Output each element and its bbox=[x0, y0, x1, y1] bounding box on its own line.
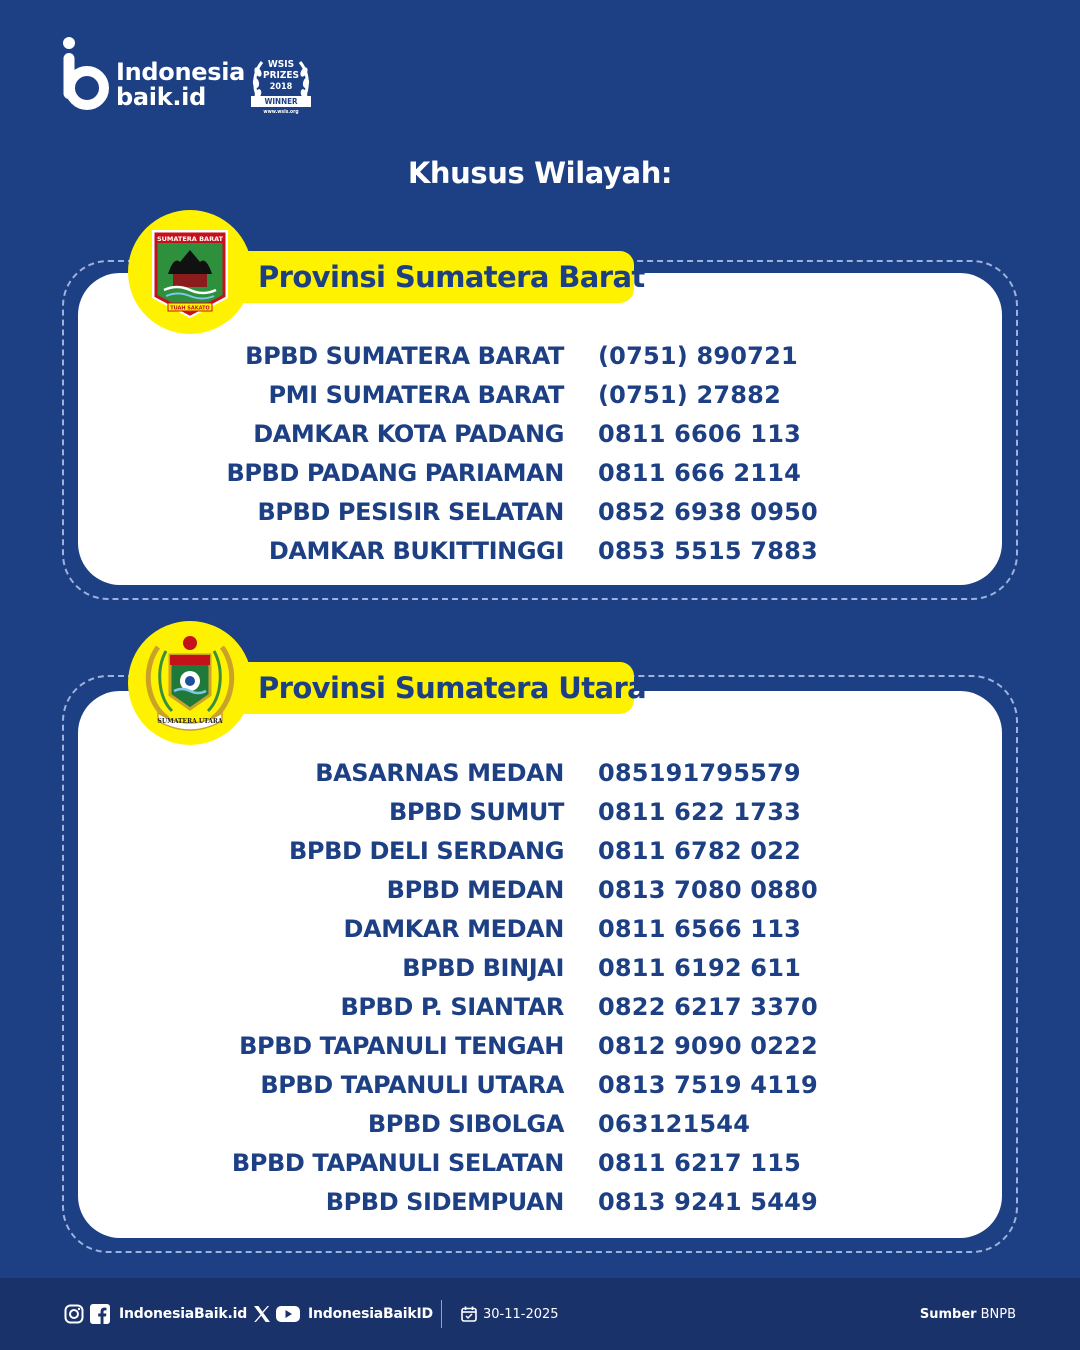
brand-name-line2: baik.id bbox=[116, 83, 206, 111]
contact-name: BASARNAS MEDAN bbox=[315, 759, 564, 787]
contact-phone[interactable]: 0811 6566 113 bbox=[598, 915, 802, 943]
emblem-1-bottom-text: TUAH SAKATO bbox=[170, 305, 210, 312]
sumatera-utara-emblem-icon bbox=[128, 621, 252, 745]
contact-name: PMI SUMATERA BARAT bbox=[268, 381, 564, 409]
footer-source bbox=[920, 1278, 1016, 1350]
contact-name: BPBD PADANG PARIAMAN bbox=[226, 459, 564, 487]
contact-name: BPBD TAPANULI TENGAH bbox=[239, 1032, 564, 1060]
contact-row bbox=[0, 832, 1080, 871]
contact-row bbox=[0, 1144, 1080, 1183]
footer-date-block bbox=[461, 1278, 559, 1350]
section-2-emblem-badge bbox=[128, 621, 252, 745]
contact-phone[interactable]: 0813 9241 5449 bbox=[598, 1188, 818, 1216]
youtube-icon[interactable] bbox=[276, 1305, 300, 1323]
contact-phone[interactable]: 0811 622 1733 bbox=[598, 798, 802, 826]
contact-name: BPBD DELI SERDANG bbox=[289, 837, 564, 865]
award-line1: WSIS bbox=[267, 59, 295, 70]
contact-phone[interactable]: 0811 666 2114 bbox=[598, 459, 802, 487]
contact-name: BPBD TAPANULI UTARA bbox=[260, 1071, 564, 1099]
contact-name: BPBD P. SIANTAR bbox=[340, 993, 564, 1021]
contact-phone[interactable]: (0751) 27882 bbox=[598, 381, 781, 409]
contact-phone[interactable]: 0852 6938 0950 bbox=[598, 498, 818, 526]
contact-row bbox=[0, 532, 1080, 571]
award-line4: WINNER bbox=[264, 97, 298, 106]
footer-source-label: Sumber bbox=[919, 1306, 977, 1322]
contact-phone[interactable]: (0751) 890721 bbox=[598, 342, 798, 370]
contact-row bbox=[0, 415, 1080, 454]
contact-phone[interactable]: 0811 6606 113 bbox=[598, 420, 802, 448]
footer-social-1 bbox=[64, 1278, 247, 1350]
contact-row bbox=[0, 949, 1080, 988]
section-2-contact-list bbox=[0, 754, 1080, 1222]
page-title: Khusus Wilayah: bbox=[407, 156, 673, 190]
footer-social-2 bbox=[253, 1278, 433, 1350]
section-1-province-title: Provinsi Sumatera Barat bbox=[258, 260, 645, 294]
brand-name bbox=[116, 60, 245, 110]
contact-name: BPBD SUMUT bbox=[389, 798, 564, 826]
footer-handle-1[interactable]: IndonesiaBaik.id bbox=[119, 1306, 248, 1322]
contact-name: BPBD TAPANULI SELATAN bbox=[231, 1149, 564, 1177]
brand-logo bbox=[62, 36, 322, 120]
contact-name: BPBD SIDEMPUAN bbox=[325, 1188, 564, 1216]
award-line3: 2018 bbox=[269, 82, 293, 92]
award-line5: www.wsis.org bbox=[263, 109, 299, 115]
contact-row bbox=[0, 1105, 1080, 1144]
contact-phone[interactable]: 0813 7080 0880 bbox=[598, 876, 818, 904]
instagram-icon[interactable] bbox=[64, 1304, 84, 1324]
contact-row bbox=[0, 337, 1080, 376]
contact-phone[interactable]: 0811 6217 115 bbox=[598, 1149, 802, 1177]
sumatera-barat-emblem-icon bbox=[128, 210, 252, 334]
contact-phone[interactable]: 0811 6192 611 bbox=[598, 954, 802, 982]
contact-name: BPBD BINJAI bbox=[402, 954, 564, 982]
contact-row bbox=[0, 1027, 1080, 1066]
contact-phone[interactable]: 0853 5515 7883 bbox=[598, 537, 818, 565]
contact-name: BPBD PESISIR SELATAN bbox=[257, 498, 564, 526]
wsis-award-badge bbox=[248, 52, 314, 118]
contact-phone[interactable]: 0811 6782 022 bbox=[598, 837, 802, 865]
footer-date: 30-11-2025 bbox=[483, 1306, 559, 1322]
contact-row bbox=[0, 1066, 1080, 1105]
brand-name-line1: Indonesia bbox=[116, 58, 246, 86]
footer-divider bbox=[441, 1300, 442, 1328]
contact-name: DAMKAR BUKITTINGGI bbox=[268, 537, 564, 565]
contact-row bbox=[0, 988, 1080, 1027]
contact-name: BPBD SIBOLGA bbox=[367, 1110, 564, 1138]
contact-row bbox=[0, 910, 1080, 949]
contact-phone[interactable]: 085191795579 bbox=[598, 759, 801, 787]
contact-row bbox=[0, 1183, 1080, 1222]
emblem-1-top-text: SUMATERA BARAT bbox=[156, 235, 224, 243]
facebook-icon[interactable] bbox=[90, 1304, 110, 1324]
section-1-contact-list bbox=[0, 337, 1080, 571]
contact-name: BPBD SUMATERA BARAT bbox=[245, 342, 564, 370]
section-2-province-title: Provinsi Sumatera Utara bbox=[258, 671, 647, 705]
contact-phone[interactable]: 0812 9090 0222 bbox=[598, 1032, 818, 1060]
contact-name: DAMKAR MEDAN bbox=[343, 915, 564, 943]
contact-row bbox=[0, 454, 1080, 493]
contact-phone[interactable]: 063121544 bbox=[598, 1110, 751, 1138]
award-line2: PRIZES bbox=[262, 70, 299, 81]
contact-row bbox=[0, 376, 1080, 415]
contact-row bbox=[0, 793, 1080, 832]
contact-phone[interactable]: 0813 7519 4119 bbox=[598, 1071, 818, 1099]
indonesiabaik-logo-icon bbox=[62, 36, 110, 110]
footer bbox=[0, 1278, 1080, 1350]
calendar-icon bbox=[461, 1306, 477, 1322]
contact-row bbox=[0, 871, 1080, 910]
footer-handle-2[interactable]: IndonesiaBaikID bbox=[308, 1306, 433, 1322]
contact-row bbox=[0, 754, 1080, 793]
x-icon[interactable] bbox=[253, 1305, 271, 1323]
section-1-emblem-badge bbox=[128, 210, 252, 334]
emblem-2-bottom-text: SUMATERA UTARA bbox=[157, 718, 223, 725]
contact-row bbox=[0, 493, 1080, 532]
contact-phone[interactable]: 0822 6217 3370 bbox=[598, 993, 818, 1021]
contact-name: BPBD MEDAN bbox=[386, 876, 564, 904]
contact-name: DAMKAR KOTA PADANG bbox=[253, 420, 564, 448]
footer-source-value: BNPB bbox=[980, 1306, 1016, 1322]
